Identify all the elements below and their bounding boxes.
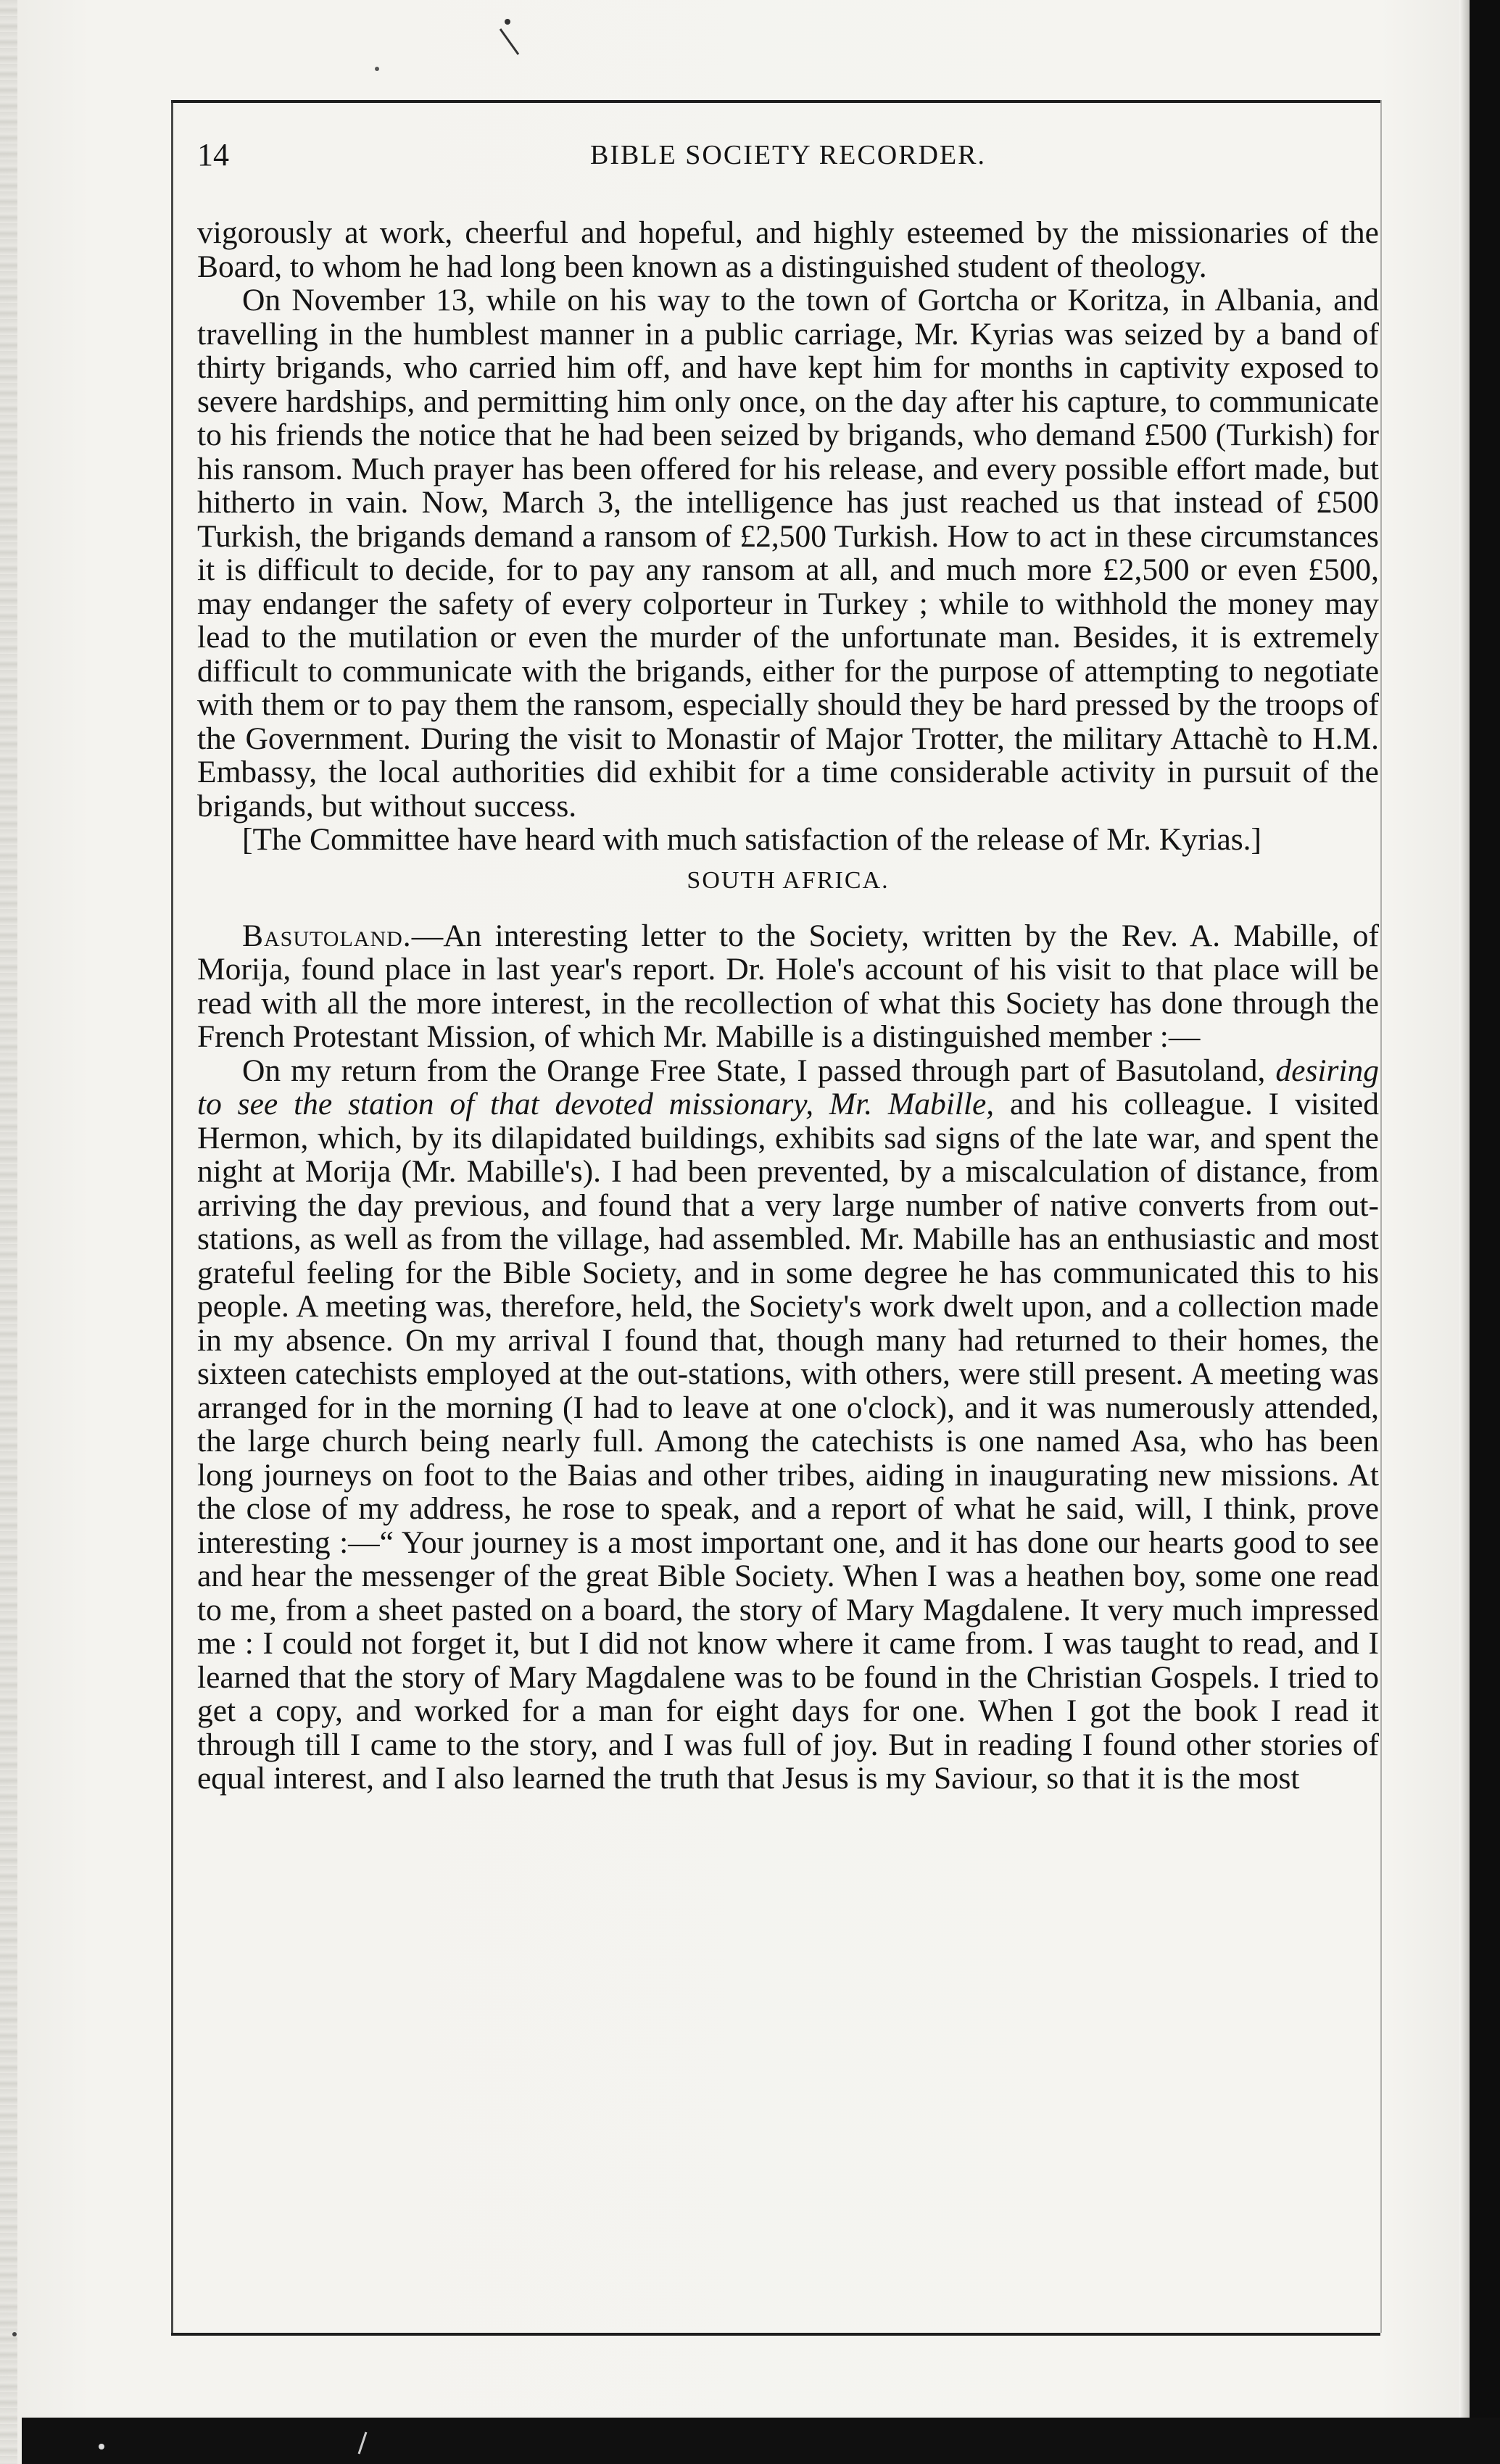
paragraph	[197, 919, 1379, 1054]
page-number: 14	[197, 137, 229, 173]
quoted-letter	[197, 1054, 1379, 1796]
right-page-shadow	[1459, 0, 1470, 2464]
paragraph: On November 13, while on his way to the town of Gortcha or Koritza, in Albania, and travelling in the humblest manner in a public carriage, Mr. Kyrias was seized by a band of thirty brigands, who carried him off, and have kept him for months in captivity exposed to severe hardships, and permitting him only once, on the day after his capture, to communicate to his friends the notice that he had been seized by brigands, who demand £500 (Turkish) for his ransom. Much prayer has been offered for his release, and every possible effort made, but hitherto in vain. Now, March 3, the intelligence has just reached us that instead of £500 Turkish, the brigands demand a ransom of £2,500 Turkish. How to act in these circumstances it is difficult to decide, for to pay any ransom at all, and much more £2,500 or even £500, may endanger the safety of every colporteur in Turkey ; while to withhold the money may lead to the mutilation or even the murder of the unfortunate man. Besides, it is extremely difficult to communicate with the brigands, either for the purpose of attempting to negotiate with them or to pay them the ransom, especially should they be hard pressed by the troops of the Government. During the visit to Monastir of Major Trotter, the military Attachè to H.M. Embassy, the local authorities did exhibit for a time considerable activity in pursuit of the brigands, but without success.	[197, 283, 1379, 824]
editorial-note: [The Committee have heard with much satisfaction of the release of Mr. Kyrias.]	[242, 822, 1262, 857]
bottom-scan-border	[22, 2418, 1500, 2464]
page-header	[197, 136, 1379, 183]
italic-text: desiring to see the station of that devoted missionary, Mr. Mabille,	[197, 1053, 1379, 1121]
paragraph: vigorously at work, cheerful and hopeful, and highly esteemed by the missionaries of the Board, to whom he had long been known as a distinguished student of theology.	[197, 215, 1379, 284]
place-name: Basutoland.	[242, 918, 412, 953]
article-body	[197, 216, 1379, 1796]
left-page-edge	[0, 0, 17, 2464]
section-heading: SOUTH AFRICA.	[687, 866, 890, 894]
speck	[500, 29, 518, 54]
left-margin-rule	[171, 100, 173, 2333]
speck	[505, 19, 510, 25]
running-head: BIBLE SOCIETY RECORDER.	[590, 140, 986, 170]
paragraph-text: —An interesting letter to the Society, written by the Rev. A. Mabille, of Morija, found place in last year's report. Dr. Hole's account of his visit to that place will be read with all the more interest, in the recollection of what this Society has done through the French Protestant Mission, of which Mr. Mabille is a distinguished member :—	[197, 918, 1379, 1054]
top-rule	[171, 100, 1380, 103]
bottom-rule	[171, 2333, 1380, 2336]
right-margin-rule	[1380, 100, 1382, 2333]
paragraph-text: On my return from the Orange Free State, I passed through part of Basutoland,	[242, 1053, 1276, 1088]
paragraph-text: and his colleague. I visited Hermon, which, by its dilapidated buildings, exhibits sad signs of the late war, and spent the night at Morija (Mr. Mabille's). I had been prevented, by a miscalculation of distance, from arriving the day previous, and found that a very large number of native converts from out-stations, as well as from the village, had assembled. Mr. Mabille has an enthusiastic and most grateful feeling for the Bible Society, and in some degree he has communicated this to his people. A meeting was, therefore, held, the Society's work dwelt upon, and a collection made in my absence. On my arrival I found that, though many had returned to their homes, the sixteen catechists employed at the out-stations, with others, were still present. A meeting was arranged for in the morning (I had to leave at one o'clock), and it was numerously attended, the large church being nearly full. Among the catechists is one named Asa, who has been long journeys on foot to the Baias and other tribes, aiding in inaugurating new missions. At the close of my address, he rose to speak, and a report of what he said, will, I think, prove interesting :—“ Your journey is a most important one, and it has done our hearts good to see and hear the messenger of the great Bible Society. When I was a heathen boy, some one read to me, from a sheet pasted on a board, the story of Mary Magdalene. It very much impressed me : I could not forget it, but I did not know where it came from. I was taught to read, and I learned that the story of Mary Magdalene was to be found in the Christian Gospels. I tried to get a copy, and worked for a man for eight days for one. When I got the book I read it through till I came to the story, and I was full of joy. But in reading I found other stories of equal interest, and I also learned the truth that Jesus is my Saviour, so that it is the most	[197, 1087, 1379, 1796]
speck	[375, 67, 379, 71]
right-scan-border	[1470, 0, 1500, 2464]
